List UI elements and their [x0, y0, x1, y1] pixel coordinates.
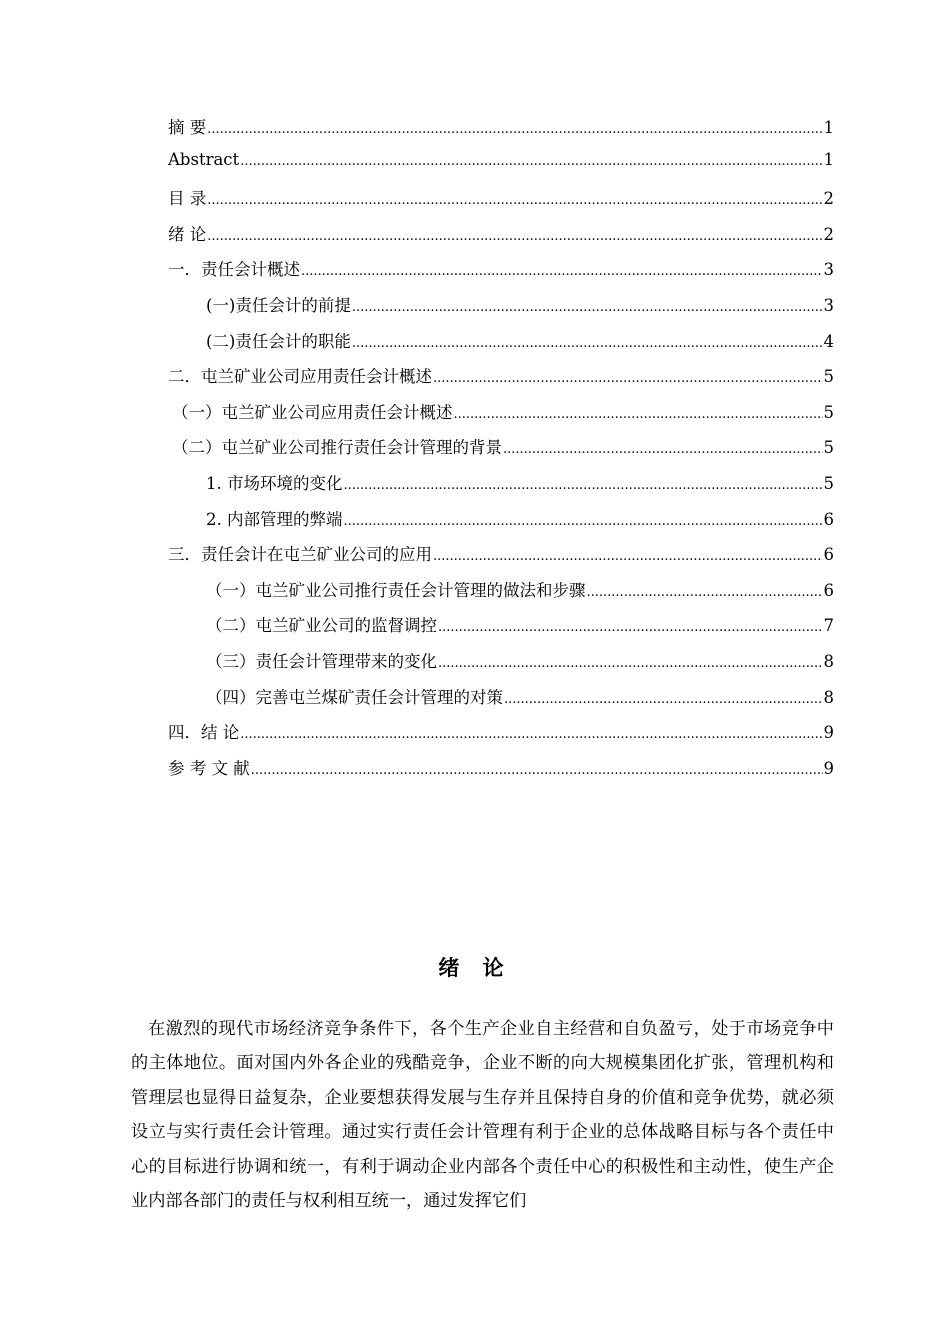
toc-dot-leader [207, 122, 822, 137]
toc-dot-leader [587, 585, 823, 600]
toc-entry-page: 1 [823, 118, 834, 137]
toc-dot-leader [240, 154, 822, 169]
toc-entry-page: 9 [823, 758, 834, 778]
toc-entry[interactable] [168, 292, 834, 328]
toc-entry-title: 目 录 [168, 189, 207, 209]
toc-dot-leader [504, 692, 823, 707]
toc-entry-page: 8 [823, 687, 834, 707]
toc-entry[interactable] [168, 470, 834, 506]
toc-dot-leader [438, 620, 823, 635]
toc-entry-title: 一．责任会计概述 [168, 260, 300, 280]
toc-entry[interactable] [168, 434, 834, 470]
toc-entry[interactable] [168, 755, 834, 791]
toc-entry-page: 4 [823, 331, 834, 351]
toc-entry-title: (一)责任会计的前提 [206, 295, 351, 315]
toc-entry-title: (二)责任会计的职能 [206, 331, 351, 351]
toc-entry[interactable] [168, 221, 834, 257]
toc-entry-page: 8 [823, 651, 834, 671]
toc-entry-page: 5 [823, 402, 834, 422]
toc-entry-page: 6 [823, 580, 834, 600]
toc-entry-page: 5 [823, 473, 834, 493]
toc-entry-title: 摘 要 [168, 118, 207, 137]
toc-dot-leader [352, 300, 823, 315]
toc-entry[interactable] [168, 577, 834, 613]
toc-dot-leader [433, 371, 823, 386]
toc-entry-title: 参 考 文 献 [168, 758, 250, 778]
toc-entry[interactable] [168, 399, 834, 435]
toc-entry-page: 5 [823, 438, 834, 458]
toc-dot-leader [438, 656, 823, 671]
body-paragraph: 在激烈的现代市场经济竞争条件下，各个生产企业自主经营和自负盈亏，处于市场竞争中的主体地位。面对国内外各企业的残酷竞争，企业不断的向大规模集团化扩张，管理机构和管理层也显得日益复杂，企业要想获得发展与生存并且保持自身的价值和竞争优势，就必须设立与实行责任会计管理。通过实行责任会计管理有利于企业的总体战略目标与各个责任中心的目标进行协调和统一，有利于调动企业内部各个责任中心的积极性和主动性，使生产企业内部各部门的责任与权利相互统一，通过发挥它们 [131, 1019, 834, 1212]
toc-entry[interactable] [168, 684, 834, 720]
toc-dot-leader [301, 264, 823, 279]
toc-dot-leader [240, 727, 822, 742]
toc-entry-page: 2 [823, 189, 834, 209]
toc-entry-title: 三．责任会计在屯兰矿业公司的应用 [168, 545, 432, 565]
table-of-contents [168, 114, 834, 790]
toc-entry[interactable] [168, 541, 834, 577]
toc-dot-leader [207, 193, 822, 208]
toc-entry[interactable] [168, 719, 834, 755]
toc-dot-leader [251, 763, 823, 778]
toc-entry[interactable] [168, 328, 834, 364]
section-heading: 绪 论 [438, 955, 512, 980]
toc-entry[interactable] [168, 506, 834, 542]
toc-entry-title: （三）责任会计管理带来的变化 [206, 651, 437, 671]
toc-dot-leader [433, 549, 823, 564]
toc-dot-leader [344, 514, 823, 529]
toc-entry-page: 9 [823, 723, 834, 743]
toc-dot-leader [352, 336, 823, 351]
toc-dot-leader [207, 229, 822, 244]
toc-entry[interactable] [168, 648, 834, 684]
toc-entry-title: （二）屯兰矿业公司推行责任会计管理的背景 [172, 438, 502, 458]
toc-entry-page: 3 [823, 260, 834, 280]
toc-entry-title: 绪 论 [168, 224, 207, 244]
toc-entry-page: 3 [823, 295, 834, 315]
toc-entry[interactable] [168, 612, 834, 648]
toc-entry-title: 2. 内部管理的弊端 [206, 509, 343, 529]
toc-entry-title: 1. 市场环境的变化 [206, 473, 343, 493]
toc-entry-page: 2 [823, 224, 834, 244]
toc-dot-leader [344, 478, 823, 493]
toc-entry[interactable] [168, 114, 834, 150]
toc-entry-page: 5 [823, 367, 834, 387]
toc-entry[interactable] [168, 256, 834, 292]
toc-entry[interactable] [168, 150, 834, 186]
toc-entry-page: 7 [823, 616, 834, 636]
toc-entry[interactable] [168, 363, 834, 399]
toc-entry-title: （四）完善屯兰煤矿责任会计管理的对策 [206, 687, 503, 707]
toc-entry-page: 6 [823, 545, 834, 565]
toc-dot-leader [454, 407, 823, 422]
toc-entry-title: 二．屯兰矿业公司应用责任会计概述 [168, 367, 432, 387]
toc-entry-page: 1 [823, 149, 834, 169]
toc-entry[interactable] [168, 185, 834, 221]
toc-entry-title: 四．结 论 [168, 723, 240, 743]
toc-entry-title: （一）屯兰矿业公司推行责任会计管理的做法和步骤 [206, 580, 586, 600]
toc-entry-title: （一）屯兰矿业公司应用责任会计概述 [172, 402, 453, 422]
toc-entry-page: 6 [823, 509, 834, 529]
toc-entry-title: Abstract [168, 149, 240, 169]
toc-entry-title: （二）屯兰矿业公司的监督调控 [206, 616, 437, 636]
toc-dot-leader [503, 442, 823, 457]
